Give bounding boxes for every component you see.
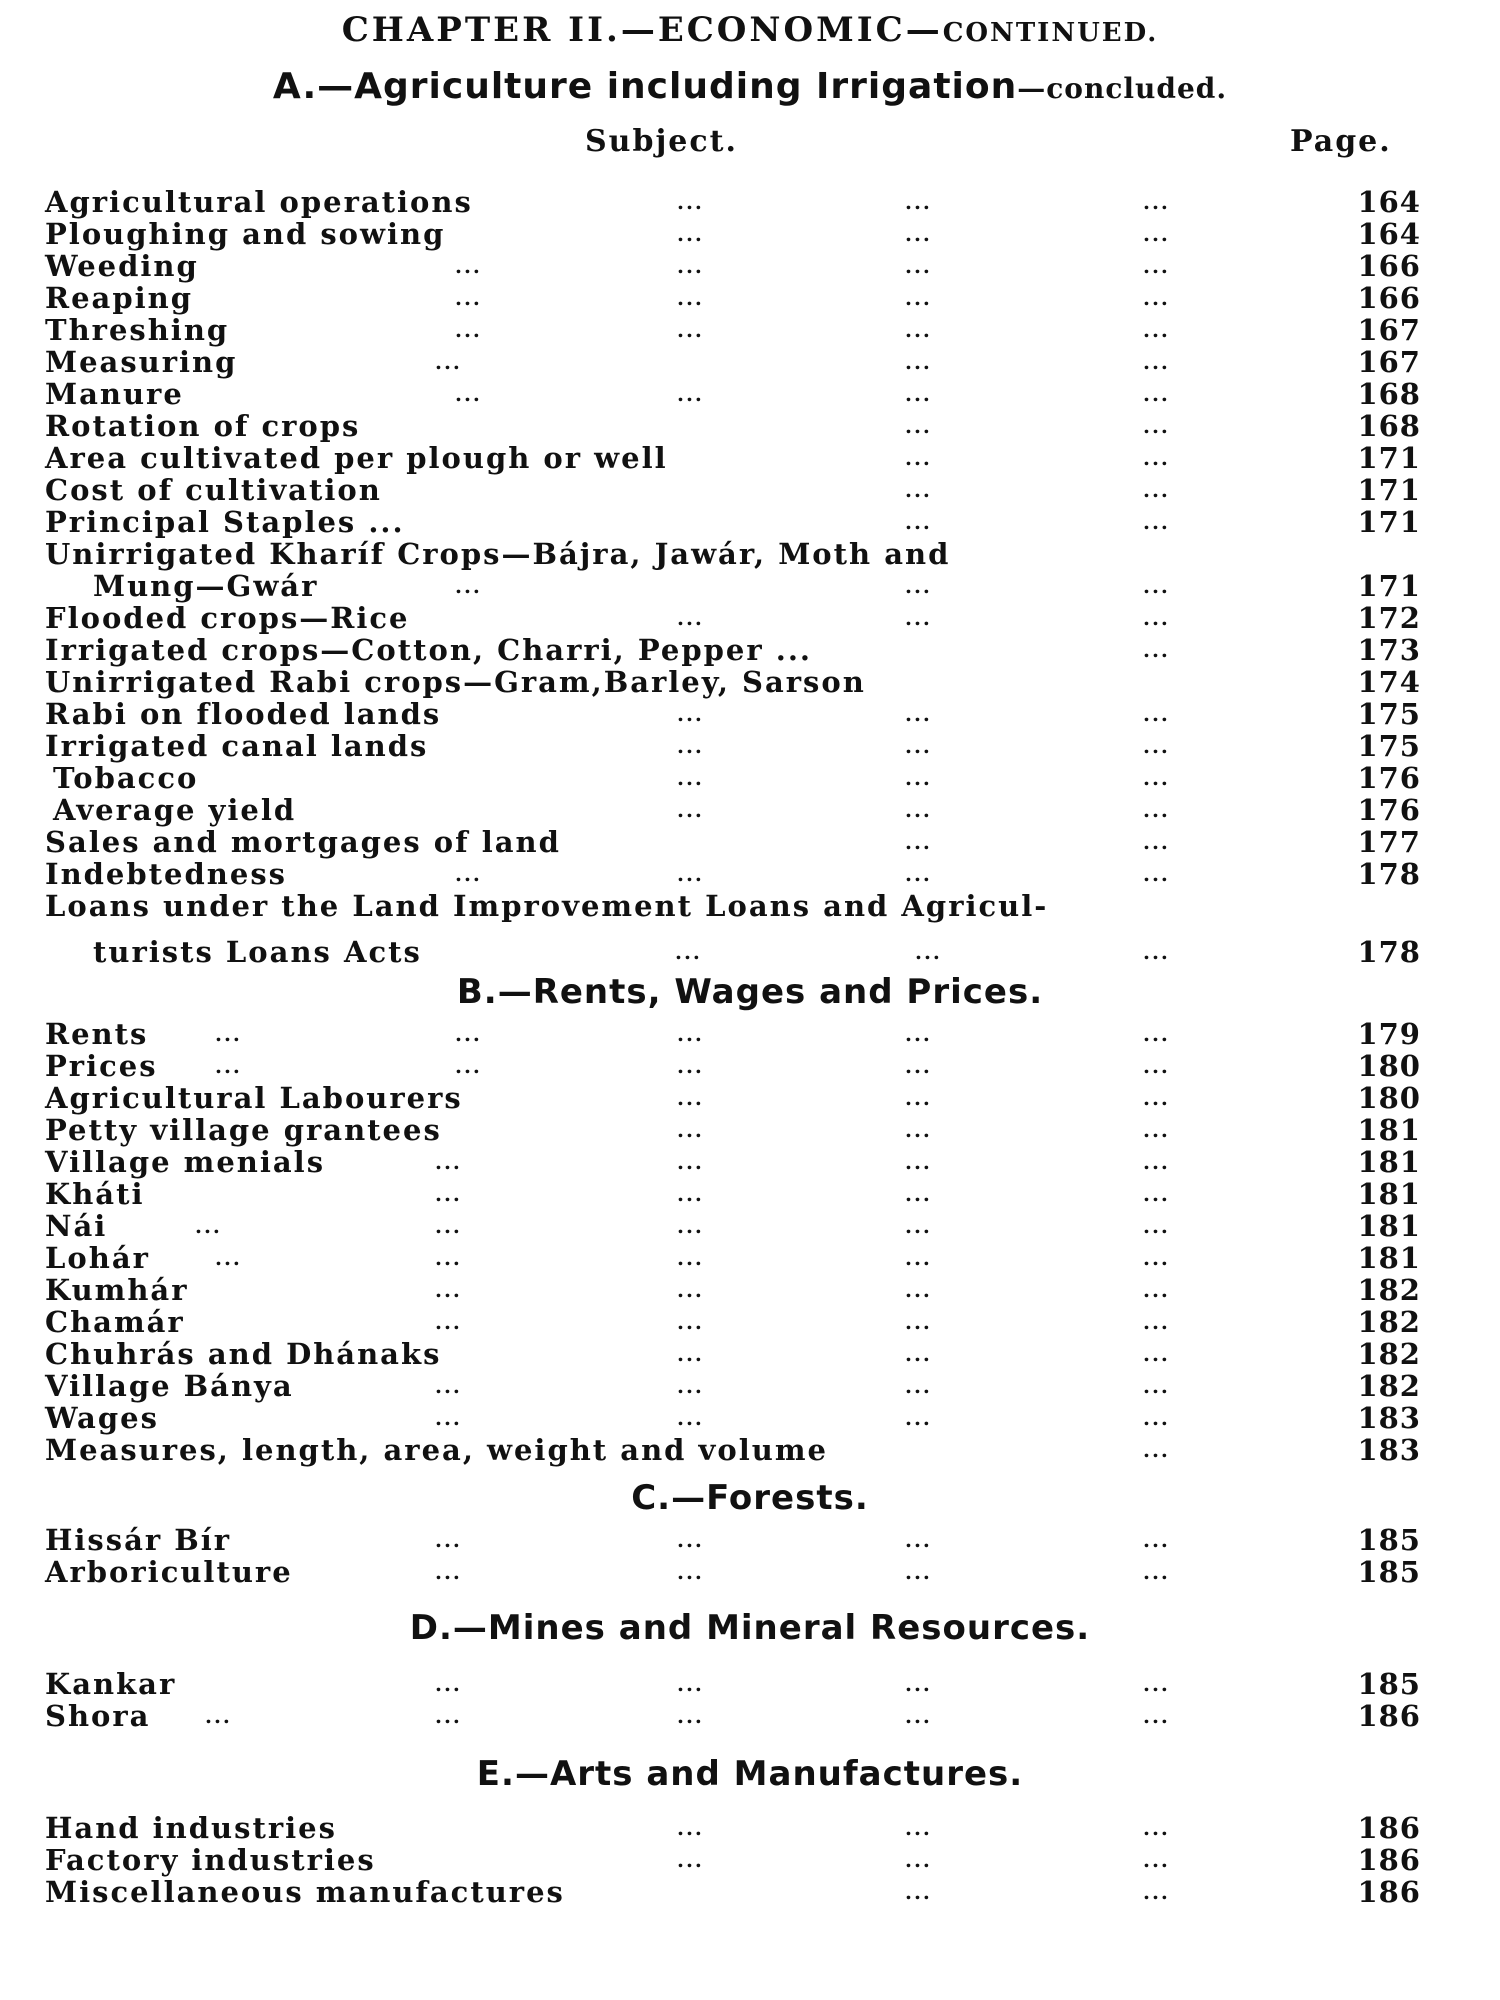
entry-label: Chuhrás and Dhánaks: [45, 1337, 442, 1371]
entry-label: Tobacco: [53, 761, 199, 795]
leader-dots: ...: [1143, 766, 1170, 790]
leader-dots: ...: [905, 1528, 932, 1552]
leader-dots: ...: [677, 1848, 704, 1872]
entry-page-number: 186: [1357, 1699, 1421, 1733]
entry-page-number: 185: [1357, 1523, 1421, 1557]
entry-label: Kankar: [45, 1667, 177, 1701]
leader-dots: ...: [1143, 1438, 1170, 1462]
entry-page-number: 181: [1357, 1241, 1421, 1275]
leader-dots: ...: [1143, 1086, 1170, 1110]
section-a-title-main: A.—Agriculture including Irrigation: [272, 66, 1018, 107]
leader-dots: ...: [677, 766, 704, 790]
entry-label: Agricultural operations: [45, 185, 473, 219]
leader-dots: ...: [1143, 446, 1170, 470]
leader-dots: ...: [1143, 222, 1170, 246]
leader-dots: ...: [455, 574, 482, 598]
leader-dots: ...: [677, 1560, 704, 1584]
leader-dots: ...: [435, 1704, 462, 1728]
leader-dots: ...: [1143, 414, 1170, 438]
entry-label: Cost of cultivation: [45, 473, 382, 507]
entry-label: Miscellaneous manufactures: [45, 1875, 565, 1909]
leader-dots: ...: [677, 254, 704, 278]
entry-label: Manure: [45, 377, 184, 411]
leader-dots: ...: [677, 1816, 704, 1840]
leader-dots: ...: [455, 862, 482, 886]
entry-page-number: 178: [1357, 857, 1421, 891]
leader-dots: ...: [905, 1848, 932, 1872]
leader-dots: ...: [455, 254, 482, 278]
toc-entry: [45, 1524, 1450, 1556]
leader-dots: ...: [1143, 318, 1170, 342]
leader-dots: ...: [1143, 1816, 1170, 1840]
subject-column-header: Subject.: [585, 124, 738, 159]
leader-dots: ...: [677, 1118, 704, 1142]
entry-page-number: 186: [1357, 1811, 1421, 1845]
leader-dots: ...: [435, 1278, 462, 1302]
leader-dots: ...: [905, 286, 932, 310]
leader-dots: ...: [905, 1342, 932, 1366]
section-b-title: B.—Rents, Wages and Prices.: [456, 972, 1044, 1012]
leader-dots: ...: [677, 606, 704, 630]
toc-entry: [45, 1338, 1450, 1370]
entry-page-number: 166: [1357, 281, 1421, 315]
entry-label: Chamár: [45, 1305, 185, 1339]
leader-dots: ...: [1143, 1406, 1170, 1430]
leader-dots: ...: [905, 702, 932, 726]
leader-dots: ...: [905, 1086, 932, 1110]
leader-dots: ...: [435, 1672, 462, 1696]
entry-page-number: 173: [1357, 633, 1421, 667]
entry-label: Lohár: [45, 1241, 150, 1275]
leader-dots: ...: [677, 1054, 704, 1078]
leader-dots: ...: [1143, 606, 1170, 630]
leader-dots: ...: [1143, 382, 1170, 406]
leader-dots: ...: [905, 446, 932, 470]
page-column-header: Page.: [1290, 124, 1392, 159]
leader-dots: ...: [215, 1246, 242, 1270]
leader-dots: ...: [905, 1278, 932, 1302]
entry-label: Wages: [45, 1401, 159, 1435]
entry-label: Hand industries: [45, 1811, 337, 1845]
leader-dots: ...: [1143, 830, 1170, 854]
leader-dots: ...: [1143, 1672, 1170, 1696]
entry-page-number: 178: [1357, 935, 1421, 969]
leader-dots: ...: [435, 1406, 462, 1430]
toc-entry: [45, 1370, 1450, 1402]
toc-entry: [45, 1556, 1450, 1588]
leader-dots: ...: [905, 1150, 932, 1174]
leader-dots: ...: [905, 510, 932, 534]
leader-dots: ...: [677, 1672, 704, 1696]
entry-label: Unirrigated Kharíf Crops—Bájra, Jawár, Moth and: [45, 537, 951, 571]
leader-dots: ...: [905, 1704, 932, 1728]
entry-label: Irrigated canal lands: [45, 729, 429, 763]
entry-page-number: 168: [1357, 377, 1421, 411]
toc-entry: [45, 218, 1450, 250]
leader-dots: ...: [677, 1374, 704, 1398]
leader-dots: ...: [905, 1310, 932, 1334]
chapter-title-main: CHAPTER II.—ECONOMIC—: [341, 10, 943, 50]
entry-page-number: 164: [1357, 185, 1421, 219]
leader-dots: ...: [905, 350, 932, 374]
leader-dots: ...: [905, 190, 932, 214]
entry-label: Indebtedness: [45, 857, 287, 891]
entry-page-number: 179: [1357, 1017, 1421, 1051]
leader-dots: ...: [677, 734, 704, 758]
leader-dots: ...: [677, 798, 704, 822]
leader-dots: ...: [1143, 862, 1170, 886]
leader-dots: ...: [677, 1086, 704, 1110]
toc-entry: [45, 314, 1450, 346]
leader-dots: ...: [905, 862, 932, 886]
toc-entry: [45, 378, 1450, 410]
entry-label: Prices: [45, 1049, 158, 1083]
leader-dots: ...: [1143, 1342, 1170, 1366]
leader-dots: ...: [915, 940, 942, 964]
toc-entry: [45, 1178, 1450, 1210]
entry-page-number: 167: [1357, 345, 1421, 379]
leader-dots: ...: [1143, 574, 1170, 598]
entry-label: turists Loans Acts: [93, 935, 422, 969]
toc-entry: [45, 602, 1450, 634]
entry-label: Weeding: [45, 249, 199, 283]
entry-label: Area cultivated per plough or well: [45, 441, 668, 475]
entry-page-number: 181: [1357, 1145, 1421, 1179]
leader-dots: ...: [905, 574, 932, 598]
section-c-title: C.—Forests.: [631, 1478, 869, 1518]
entry-page-number: 183: [1357, 1433, 1421, 1467]
leader-dots: ...: [1143, 1528, 1170, 1552]
toc-entry: [45, 442, 1450, 474]
entry-page-number: 181: [1357, 1113, 1421, 1147]
leader-dots: ...: [905, 1022, 932, 1046]
leader-dots: ...: [677, 222, 704, 246]
leader-dots: ...: [905, 254, 932, 278]
leader-dots: ...: [1143, 478, 1170, 502]
entry-label: Kháti: [45, 1177, 145, 1211]
entry-page-number: 182: [1357, 1337, 1421, 1371]
toc-entry: [45, 1700, 1450, 1732]
entry-page-number: 183: [1357, 1401, 1421, 1435]
leader-dots: ...: [1143, 1246, 1170, 1270]
leader-dots: ...: [905, 1672, 932, 1696]
leader-dots: ...: [215, 1022, 242, 1046]
leader-dots: ...: [215, 1054, 242, 1078]
entry-page-number: 171: [1357, 569, 1421, 603]
toc-entry: [45, 538, 1450, 570]
leader-dots: ...: [677, 1278, 704, 1302]
entry-page-number: 171: [1357, 473, 1421, 507]
leader-dots: ...: [195, 1214, 222, 1238]
leader-dots: ...: [905, 1214, 932, 1238]
entry-label: Unirrigated Rabi crops—Gram,Barley, Sarson: [45, 665, 866, 699]
leader-dots: ...: [435, 1528, 462, 1552]
entry-label: Measures, length, area, weight and volume: [45, 1433, 828, 1467]
leader-dots: ...: [435, 1182, 462, 1206]
leader-dots: ...: [1143, 940, 1170, 964]
entry-page-number: 185: [1357, 1555, 1421, 1589]
leader-dots: ...: [675, 940, 702, 964]
leader-dots: ...: [905, 1182, 932, 1206]
leader-dots: ...: [677, 1406, 704, 1430]
leader-dots: ...: [905, 1560, 932, 1584]
leader-dots: ...: [1143, 1150, 1170, 1174]
entry-label: Irrigated crops—Cotton, Charri, Pepper ...: [45, 633, 813, 667]
toc-entry: [45, 474, 1450, 506]
toc-entry: [45, 1018, 1450, 1050]
toc-entry: [45, 506, 1450, 538]
toc-entry: [45, 1210, 1450, 1242]
entry-page-number: 177: [1357, 825, 1421, 859]
entry-label: Rabi on flooded lands: [45, 697, 442, 731]
entry-page-number: 167: [1357, 313, 1421, 347]
leader-dots: ...: [1143, 1704, 1170, 1728]
leader-dots: ...: [905, 798, 932, 822]
leader-dots: ...: [905, 606, 932, 630]
entry-label: Hissár Bír: [45, 1523, 232, 1557]
entry-page-number: 164: [1357, 217, 1421, 251]
entry-label: Reaping: [45, 281, 193, 315]
entry-label: Village Bánya: [45, 1369, 294, 1403]
entry-label: Village menials: [45, 1145, 326, 1179]
leader-dots: ...: [1143, 1848, 1170, 1872]
toc-entry: [45, 282, 1450, 314]
leader-dots: ...: [455, 1022, 482, 1046]
entry-label: Factory industries: [45, 1843, 376, 1877]
leader-dots: ...: [455, 1054, 482, 1078]
leader-dots: ...: [905, 382, 932, 406]
leader-dots: ...: [455, 318, 482, 342]
toc-entry: [45, 1050, 1450, 1082]
toc-entry: [45, 1402, 1450, 1434]
leader-dots: ...: [677, 318, 704, 342]
entry-page-number: 168: [1357, 409, 1421, 443]
leader-dots: ...: [905, 1246, 932, 1270]
toc-entry: [45, 1306, 1450, 1338]
toc-entry: [45, 1146, 1450, 1178]
toc-entry: [45, 698, 1450, 730]
leader-dots: ...: [677, 1310, 704, 1334]
entry-label: Flooded crops—Rice: [45, 601, 410, 635]
leader-dots: ...: [677, 1342, 704, 1366]
toc-entry: [45, 730, 1450, 762]
leader-dots: ...: [905, 766, 932, 790]
entry-page-number: 182: [1357, 1369, 1421, 1403]
entry-page-number: 166: [1357, 249, 1421, 283]
leader-dots: ...: [677, 1704, 704, 1728]
leader-dots: ...: [905, 830, 932, 854]
entry-label: Rotation of crops: [45, 409, 361, 443]
entry-page-number: 181: [1357, 1209, 1421, 1243]
toc-entry: [45, 1844, 1450, 1876]
entry-label: Ploughing and sowing: [45, 217, 446, 251]
entry-page-number: 175: [1357, 697, 1421, 731]
toc-entry: [45, 1082, 1450, 1114]
leader-dots: ...: [677, 1528, 704, 1552]
toc-entry: [45, 666, 1450, 698]
entry-label: Loans under the Land Improvement Loans and Agricul-: [45, 889, 1049, 923]
leader-dots: ...: [1143, 1214, 1170, 1238]
leader-dots: ...: [677, 1214, 704, 1238]
entry-page-number: 180: [1357, 1081, 1421, 1115]
leader-dots: ...: [435, 1310, 462, 1334]
entry-page-number: 171: [1357, 505, 1421, 539]
leader-dots: ...: [905, 1880, 932, 1904]
leader-dots: ...: [1143, 510, 1170, 534]
entry-page-number: 175: [1357, 729, 1421, 763]
chapter-title: [0, 10, 1500, 50]
leader-dots: ...: [435, 1150, 462, 1174]
entry-label: Petty village grantees: [45, 1113, 442, 1147]
entry-page-number: 186: [1357, 1875, 1421, 1909]
leader-dots: ...: [1143, 702, 1170, 726]
leader-dots: ...: [905, 1054, 932, 1078]
leader-dots: ...: [905, 1816, 932, 1840]
leader-dots: ...: [1143, 798, 1170, 822]
section-e-title: E.—Arts and Manufactures.: [476, 1754, 1024, 1794]
entry-label: Threshing: [45, 313, 230, 347]
leader-dots: ...: [1143, 1182, 1170, 1206]
entry-page-number: 172: [1357, 601, 1421, 635]
leader-dots: ...: [677, 286, 704, 310]
leader-dots: ...: [905, 222, 932, 246]
leader-dots: ...: [905, 478, 932, 502]
leader-dots: ...: [1143, 1118, 1170, 1142]
toc-entry: [45, 1876, 1450, 1908]
toc-entry: [45, 346, 1450, 378]
leader-dots: ...: [677, 1150, 704, 1174]
entry-page-number: 176: [1357, 761, 1421, 795]
leader-dots: ...: [1143, 254, 1170, 278]
section-a-title-sub: —concluded.: [1017, 72, 1228, 105]
entry-page-number: 180: [1357, 1049, 1421, 1083]
leader-dots: ...: [1143, 1880, 1170, 1904]
section-a-title: [0, 66, 1500, 107]
entry-label: Agricultural Labourers: [45, 1081, 463, 1115]
toc-entry: [45, 186, 1450, 218]
entry-label: Shora: [45, 1699, 151, 1733]
entry-page-number: 185: [1357, 1667, 1421, 1701]
leader-dots: ...: [1143, 638, 1170, 662]
toc-entry: [45, 890, 1450, 922]
entry-page-number: 186: [1357, 1843, 1421, 1877]
leader-dots: ...: [677, 702, 704, 726]
leader-dots: ...: [677, 1182, 704, 1206]
leader-dots: ...: [435, 350, 462, 374]
entry-page-number: 182: [1357, 1305, 1421, 1339]
toc-entry: [45, 1812, 1450, 1844]
entry-page-number: 176: [1357, 793, 1421, 827]
entry-page-number: 174: [1357, 665, 1421, 699]
leader-dots: ...: [435, 1374, 462, 1398]
entry-label: Nái: [45, 1209, 108, 1243]
leader-dots: ...: [1143, 1054, 1170, 1078]
toc-entry: [45, 1434, 1450, 1466]
leader-dots: ...: [435, 1214, 462, 1238]
leader-dots: ...: [455, 382, 482, 406]
leader-dots: ...: [905, 1118, 932, 1142]
leader-dots: ...: [905, 414, 932, 438]
toc-entry: [45, 1242, 1450, 1274]
entry-label: Average yield: [53, 793, 297, 827]
leader-dots: ...: [677, 190, 704, 214]
entry-label: Rents: [45, 1017, 149, 1051]
leader-dots: ...: [435, 1246, 462, 1270]
leader-dots: ...: [1143, 1278, 1170, 1302]
entry-page-number: 171: [1357, 441, 1421, 475]
chapter-title-continued: CONTINUED.: [942, 18, 1159, 48]
entry-page-number: 182: [1357, 1273, 1421, 1307]
leader-dots: ...: [905, 1374, 932, 1398]
toc-entry: [45, 826, 1450, 858]
entry-label: Sales and mortgages of land: [45, 825, 561, 859]
leader-dots: ...: [677, 1022, 704, 1046]
toc-entry: [45, 794, 1450, 826]
leader-dots: ...: [1143, 1374, 1170, 1398]
toc-entry: [45, 1274, 1450, 1306]
leader-dots: ...: [455, 286, 482, 310]
toc-entry: [45, 570, 1450, 602]
entry-label: Principal Staples ...: [45, 505, 405, 539]
toc-entry: [45, 1114, 1450, 1146]
entry-label: Mung—Gwár: [93, 569, 319, 603]
toc-entry: [45, 410, 1450, 442]
section-d-title: D.—Mines and Mineral Resources.: [409, 1608, 1091, 1648]
leader-dots: ...: [1143, 1560, 1170, 1584]
toc-entry: [45, 936, 1450, 968]
toc-entry: [45, 762, 1450, 794]
toc-entry: [45, 858, 1450, 890]
leader-dots: ...: [1143, 734, 1170, 758]
leader-dots: ...: [1143, 286, 1170, 310]
leader-dots: ...: [1143, 1022, 1170, 1046]
leader-dots: ...: [1143, 190, 1170, 214]
leader-dots: ...: [677, 382, 704, 406]
leader-dots: ...: [205, 1704, 232, 1728]
leader-dots: ...: [905, 318, 932, 342]
leader-dots: ...: [677, 862, 704, 886]
leader-dots: ...: [1143, 1310, 1170, 1334]
toc-entry: [45, 250, 1450, 282]
toc-entry: [45, 1668, 1450, 1700]
leader-dots: ...: [905, 734, 932, 758]
entry-label: Kumhár: [45, 1273, 189, 1307]
entry-page-number: 181: [1357, 1177, 1421, 1211]
leader-dots: ...: [1143, 350, 1170, 374]
entry-label: Measuring: [45, 345, 238, 379]
entry-label: Arboriculture: [45, 1555, 293, 1589]
leader-dots: ...: [905, 1406, 932, 1430]
leader-dots: ...: [435, 1560, 462, 1584]
toc-entry: [45, 634, 1450, 666]
leader-dots: ...: [677, 1246, 704, 1270]
